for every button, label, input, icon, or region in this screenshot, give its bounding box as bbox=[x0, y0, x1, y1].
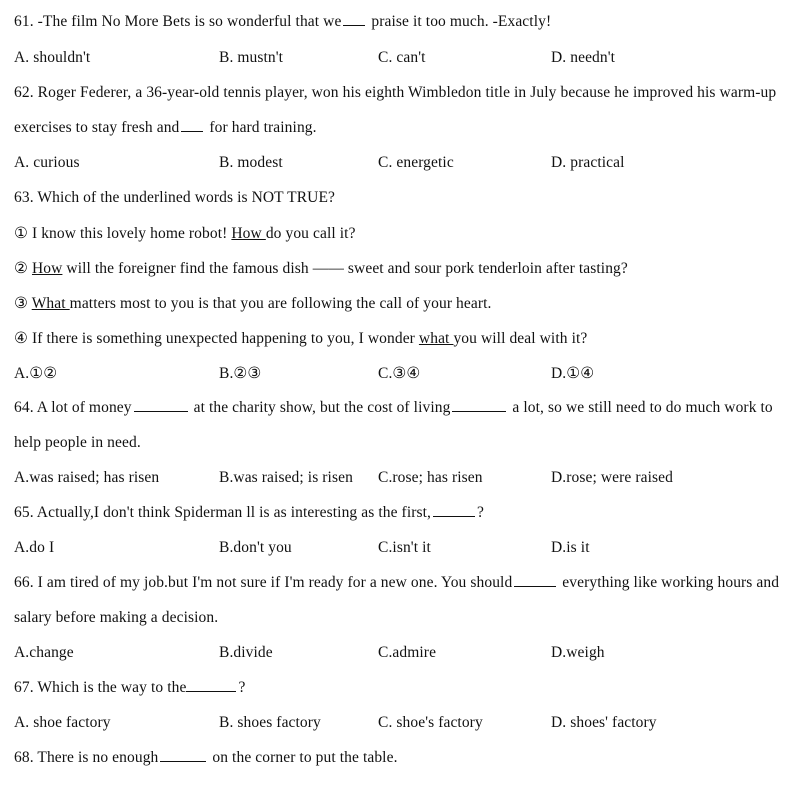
question-62-line-1: 62. Roger Federer, a 36-year-old tennis player, won his eighth Wimbledon title in July because he improved his warm-up bbox=[14, 84, 777, 101]
option-b[interactable]: B. modest bbox=[219, 154, 283, 171]
option-b[interactable]: B. shoes factory bbox=[219, 714, 321, 731]
option-c[interactable]: C. energetic bbox=[378, 154, 454, 171]
sentence-3 bbox=[14, 294, 492, 313]
option-b[interactable]: B.②③ bbox=[219, 365, 262, 382]
sentence-1 bbox=[14, 224, 356, 243]
sentence-1-text-a: ① I know this lovely home robot! bbox=[14, 225, 232, 242]
question-66-text-a: 66. I am tired of my job.but I'm not sure if I'm ready for a new one. You should bbox=[14, 574, 513, 591]
question-66-line-1 bbox=[14, 574, 779, 592]
underlined-word: What bbox=[31, 295, 70, 312]
answer-blank[interactable] bbox=[186, 679, 236, 692]
underlined-word: How bbox=[231, 225, 266, 242]
question-62-line-2 bbox=[14, 119, 317, 137]
option-d[interactable]: D.weigh bbox=[551, 644, 605, 661]
option-d[interactable]: D. practical bbox=[551, 154, 625, 171]
sentence-1-text-b: do you call it? bbox=[265, 225, 356, 242]
question-62-text-b: for hard training. bbox=[205, 119, 317, 136]
option-c[interactable]: C.③④ bbox=[378, 365, 421, 382]
sentence-4-text-a: ④ If there is something unexpected happening to you, I wonder bbox=[14, 330, 419, 347]
question-64-text-a: 64. A lot of money bbox=[14, 399, 132, 416]
option-d[interactable]: D.is it bbox=[551, 539, 590, 556]
option-c[interactable]: C.isn't it bbox=[378, 539, 431, 556]
option-b[interactable]: B.don't you bbox=[219, 539, 292, 556]
question-68-text-a: 68. There is no enough bbox=[14, 749, 159, 766]
question-66-line-2: salary before making a decision. bbox=[14, 609, 219, 626]
option-a[interactable]: A.①② bbox=[14, 365, 58, 382]
option-d[interactable]: D.①④ bbox=[551, 365, 595, 382]
question-62-text-a: exercises to stay fresh and bbox=[14, 119, 180, 136]
question-64-line-2: help people in need. bbox=[14, 434, 141, 451]
answer-blank[interactable] bbox=[343, 13, 365, 26]
option-c[interactable]: C.rose; has risen bbox=[378, 469, 483, 486]
question-64-text-c: a lot, so we still need to do much work to bbox=[508, 399, 773, 416]
question-64-text-b: at the charity show, but the cost of living bbox=[189, 399, 451, 416]
answer-blank[interactable] bbox=[433, 504, 475, 517]
question-61-text-a: 61. -The film No More Bets is so wonderful that we bbox=[14, 13, 342, 30]
sentence-3-text-b: matters most to you is that you are following the call of your heart. bbox=[69, 295, 492, 312]
answer-blank[interactable] bbox=[514, 574, 556, 587]
sentence-2-text-b: will the foreigner find the famous dish —— sweet and sour pork tenderloin after tasting? bbox=[62, 260, 628, 277]
option-d[interactable]: D. shoes' factory bbox=[551, 714, 657, 731]
sentence-2 bbox=[14, 259, 628, 278]
question-67-text-a: 67. Which is the way to the bbox=[14, 679, 187, 696]
option-d[interactable]: D.rose; were raised bbox=[551, 469, 673, 486]
option-b[interactable]: B.was raised; is risen bbox=[219, 469, 353, 486]
question-68-text-b: on the corner to put the table. bbox=[208, 749, 398, 766]
option-c[interactable]: C.admire bbox=[378, 644, 437, 661]
question-65 bbox=[14, 504, 484, 522]
underlined-word: How bbox=[31, 260, 63, 277]
question-65-text-a: 65. Actually,I don't think Spiderman ll is as interesting as the first, bbox=[14, 504, 431, 521]
answer-blank[interactable] bbox=[134, 399, 188, 412]
option-d[interactable]: D. needn't bbox=[551, 49, 616, 66]
question-67-text-b: ? bbox=[238, 679, 246, 696]
option-a[interactable]: A. shoe factory bbox=[14, 714, 111, 731]
underlined-word: what bbox=[418, 330, 454, 347]
option-c[interactable]: C. shoe's factory bbox=[378, 714, 483, 731]
answer-blank[interactable] bbox=[160, 749, 206, 762]
option-b[interactable]: B.divide bbox=[219, 644, 273, 661]
question-61 bbox=[14, 13, 551, 31]
sentence-2-text-a: ② bbox=[14, 260, 32, 277]
question-65-text-b: ? bbox=[477, 504, 484, 521]
sentence-4-text-b: you will deal with it? bbox=[453, 330, 588, 347]
option-a[interactable]: A.was raised; has risen bbox=[14, 469, 160, 486]
question-63: 63. Which of the underlined words is NOT TRUE? bbox=[14, 189, 336, 206]
question-67 bbox=[14, 679, 245, 697]
answer-blank[interactable] bbox=[452, 399, 506, 412]
option-b[interactable]: B. mustn't bbox=[219, 49, 284, 66]
sentence-3-text-a: ③ bbox=[14, 295, 32, 312]
question-64-line-1 bbox=[14, 399, 773, 417]
question-68 bbox=[14, 749, 398, 767]
question-66-text-b: everything like working hours and bbox=[558, 574, 780, 591]
option-a[interactable]: A. shouldn't bbox=[14, 49, 91, 66]
answer-blank[interactable] bbox=[181, 119, 203, 132]
option-c[interactable]: C. can't bbox=[378, 49, 426, 66]
option-a[interactable]: A.do I bbox=[14, 539, 55, 556]
question-61-text-b: praise it too much. -Exactly! bbox=[367, 13, 552, 30]
sentence-4 bbox=[14, 329, 587, 348]
option-a[interactable]: A.change bbox=[14, 644, 74, 661]
option-a[interactable]: A. curious bbox=[14, 154, 80, 171]
